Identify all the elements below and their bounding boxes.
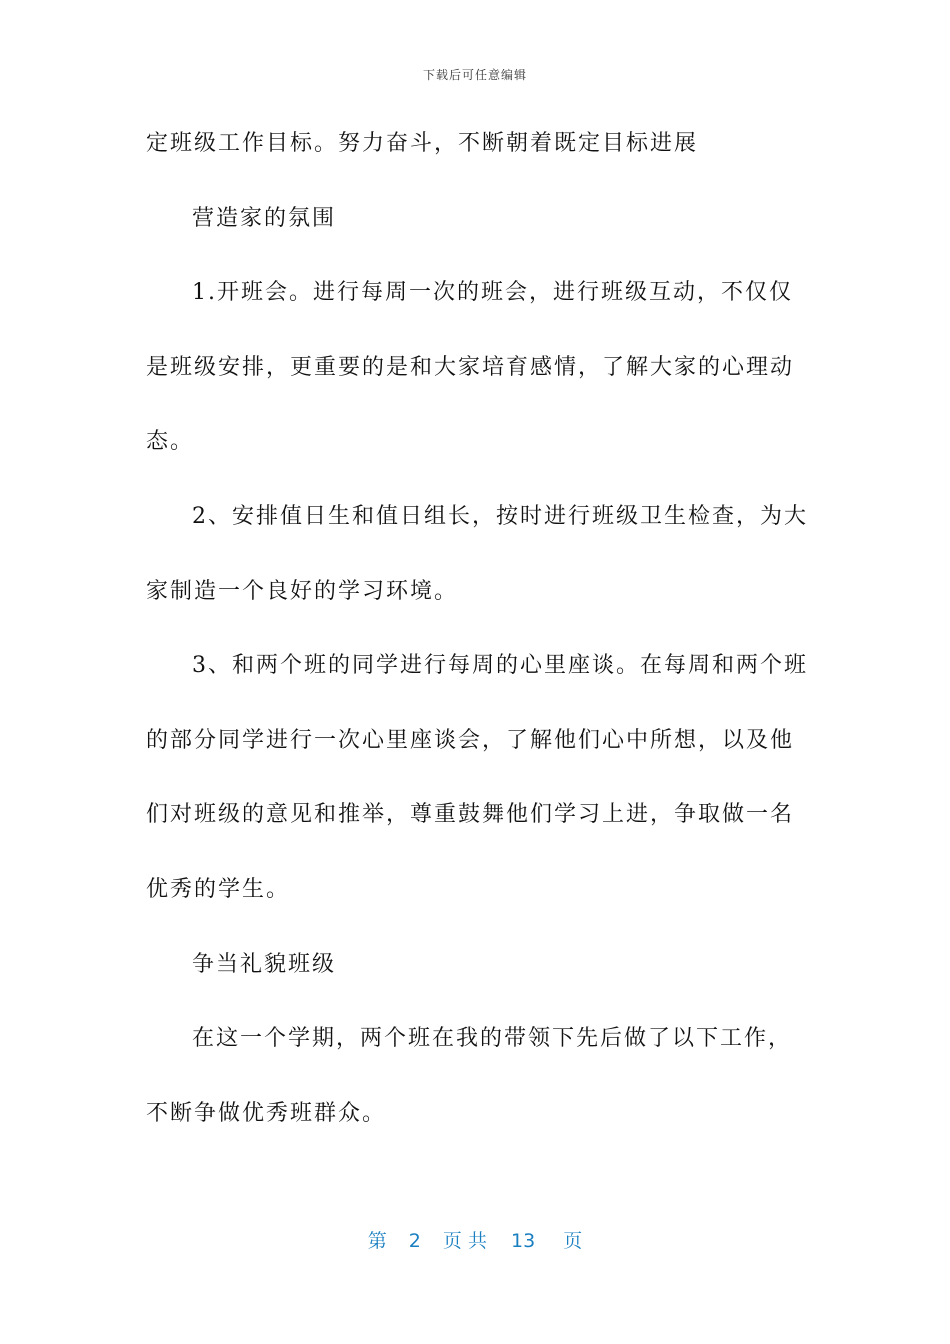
footer-middle: 页 共 bbox=[442, 1230, 487, 1252]
footer-suffix: 页 bbox=[563, 1230, 583, 1252]
paragraph-line: 1.开班会。进行每周一次的班会，进行班级互动，不仅仅 bbox=[192, 280, 793, 306]
paragraph-line: 态。 bbox=[146, 429, 195, 455]
total-pages-number: 13 bbox=[511, 1230, 536, 1252]
paragraph-line: 们对班级的意见和推举，尊重鼓舞他们学习上进，争取做一名 bbox=[146, 802, 795, 828]
paragraph-line: 不断争做优秀班群众。 bbox=[146, 1100, 387, 1126]
paragraph-line: 2、安排值日生和值日组长，按时进行班级卫生检查，为大 bbox=[192, 503, 808, 529]
paragraph-line: 家制造一个良好的学习环境。 bbox=[146, 578, 459, 604]
paragraph-line: 优秀的学生。 bbox=[146, 876, 291, 902]
paragraph-line: 是班级安排，更重要的是和大家培育感情，了解大家的心理动 bbox=[146, 354, 795, 380]
page-header: 下载后可任意编辑 bbox=[422, 68, 527, 82]
document-body bbox=[146, 122, 816, 1166]
current-page-number: 2 bbox=[408, 1230, 421, 1252]
paragraph-line: 在这一个学期，两个班在我的带领下先后做了以下工作， bbox=[192, 1026, 793, 1052]
page-footer bbox=[0, 1226, 950, 1253]
paragraph-line: 的部分同学进行一次心里座谈会，了解他们心中所想，以及他 bbox=[146, 727, 795, 753]
paragraph-line: 3、和两个班的同学进行每周的心里座谈。在每周和两个班 bbox=[192, 653, 808, 679]
section-heading: 争当礼貌班级 bbox=[192, 951, 337, 977]
footer-prefix: 第 bbox=[367, 1230, 387, 1252]
section-heading: 营造家的氛围 bbox=[192, 205, 337, 231]
paragraph-line: 定班级工作目标。努力奋斗，不断朝着既定目标进展 bbox=[146, 131, 699, 156]
